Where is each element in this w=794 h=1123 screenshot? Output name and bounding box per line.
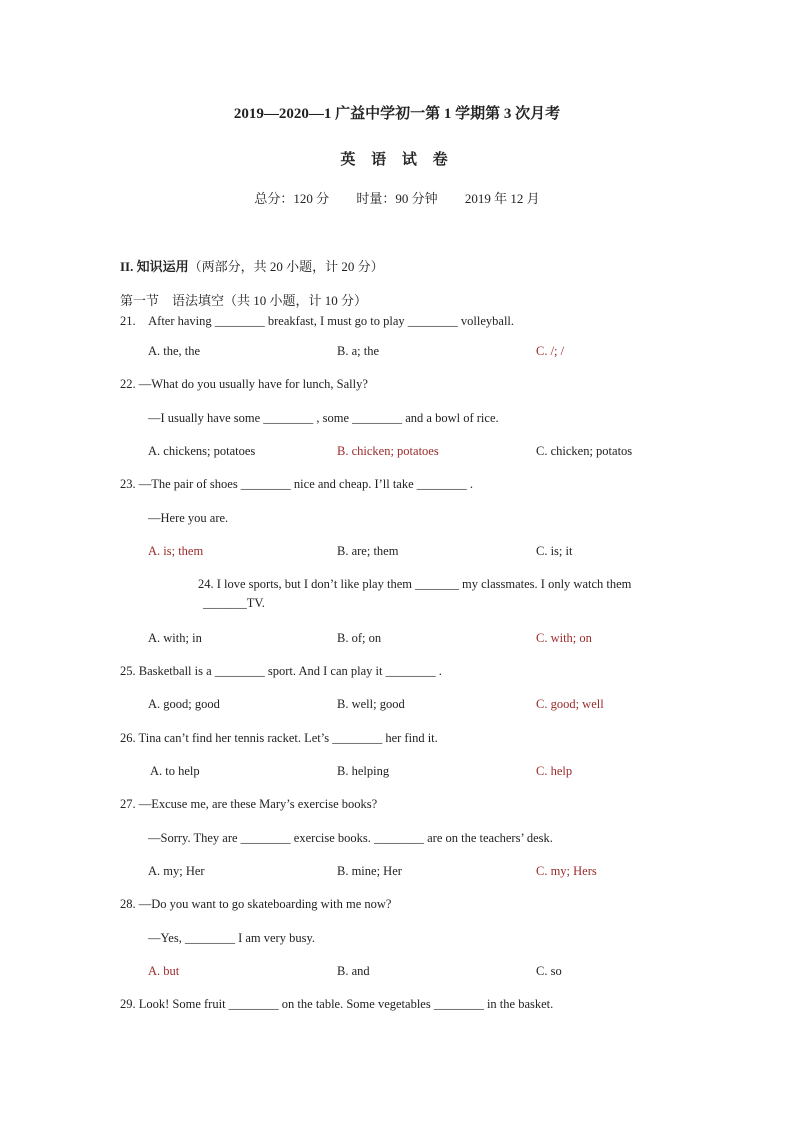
exam-date: 2019 年 12 月 [464,191,540,206]
question-29-stem: 29. Look! Some fruit ________ on the table. Some vegetables ________ in the basket. [120,997,554,1011]
question-25-stem: 25. Basketball is a ________ sport. And I can play it ________ . [120,664,442,678]
q28-option-c: C. so [536,964,562,978]
question-28-reply: —Yes, ________ I am very busy. [148,931,316,945]
exam-subtitle: 英 语 试 卷 [340,152,454,168]
duration: 时量：90 分钟 [356,191,438,206]
q24-option-a: A. with; in [148,631,202,645]
section-heading-rest: （两部分，共 20 小题，计 20 分） [188,259,384,274]
question-27-stem: 27. —Excuse me, are these Mary’s exercise books? [120,797,378,811]
q25-option-b: B. well; good [337,697,405,711]
q21-option-a: A. the, the [148,344,201,358]
question-27-reply: —Sorry. They are ________ exercise books. ________ are on the teachers’ desk. [148,831,553,845]
q28-option-b: B. and [337,964,370,978]
q26-option-c-answer: C. help [536,764,573,778]
q27-option-b: B. mine; Her [337,864,402,878]
exam-meta [0,188,794,207]
q26-option-a: A. to help [150,764,200,778]
q27-option-c-answer: C. my; Hers [536,864,597,878]
q27-option-a: A. my; Her [148,864,205,878]
q21-option-b: B. a; the [337,344,380,358]
question-23-reply: —Here you are. [148,511,229,525]
part-heading: 第一节 语法填空（共 10 小题，计 10 分） [120,293,368,308]
q25-option-a: A. good; good [148,697,220,711]
q28-option-a-answer: A. but [148,964,180,978]
q21-option-c-answer: C. /; / [536,344,565,358]
q22-option-c: C. chicken; potatos [536,444,633,458]
question-22-stem: 22. —What do you usually have for lunch, Sally? [120,377,368,391]
question-28-stem: 28. —Do you want to go skateboarding with me now? [120,897,392,911]
q26-option-b: B. helping [337,764,390,778]
question-23-stem: 23. —The pair of shoes ________ nice and cheap. I’ll take ________ . [120,477,474,491]
total-score: 总分：120 分 [254,191,330,206]
q23-option-c: C. is; it [536,544,573,558]
q22-option-a: A. chickens; potatoes [148,444,256,458]
question-22-reply: —I usually have some ________ , some ________ and a bowl of rice. [148,411,499,425]
question-26-stem: 26. Tina can’t find her tennis racket. Let’s ________ her find it. [120,731,438,745]
q23-option-b: B. are; them [337,544,399,558]
q23-option-a-answer: A. is; them [148,544,204,558]
question-24-stem: 24. I love sports, but I don’t like play them _______ my classmates. I only watch them [198,577,632,591]
question-21-stem: 21. After having ________ breakfast, I must go to play ________ volleyball. [120,314,515,328]
section-heading-bold: II. 知识运用 [120,259,189,274]
question-24-stem-cont: _______TV. [203,596,265,610]
section-heading [120,256,384,275]
q24-option-c-answer: C. with; on [536,631,592,645]
q25-option-c-answer: C. good; well [536,697,604,711]
q22-option-b-answer: B. chicken; potatoes [337,444,439,458]
q24-option-b: B. of; on [337,631,382,645]
exam-title: 2019—2020—1 广益中学初一第 1 学期第 3 次月考 [233,106,561,122]
